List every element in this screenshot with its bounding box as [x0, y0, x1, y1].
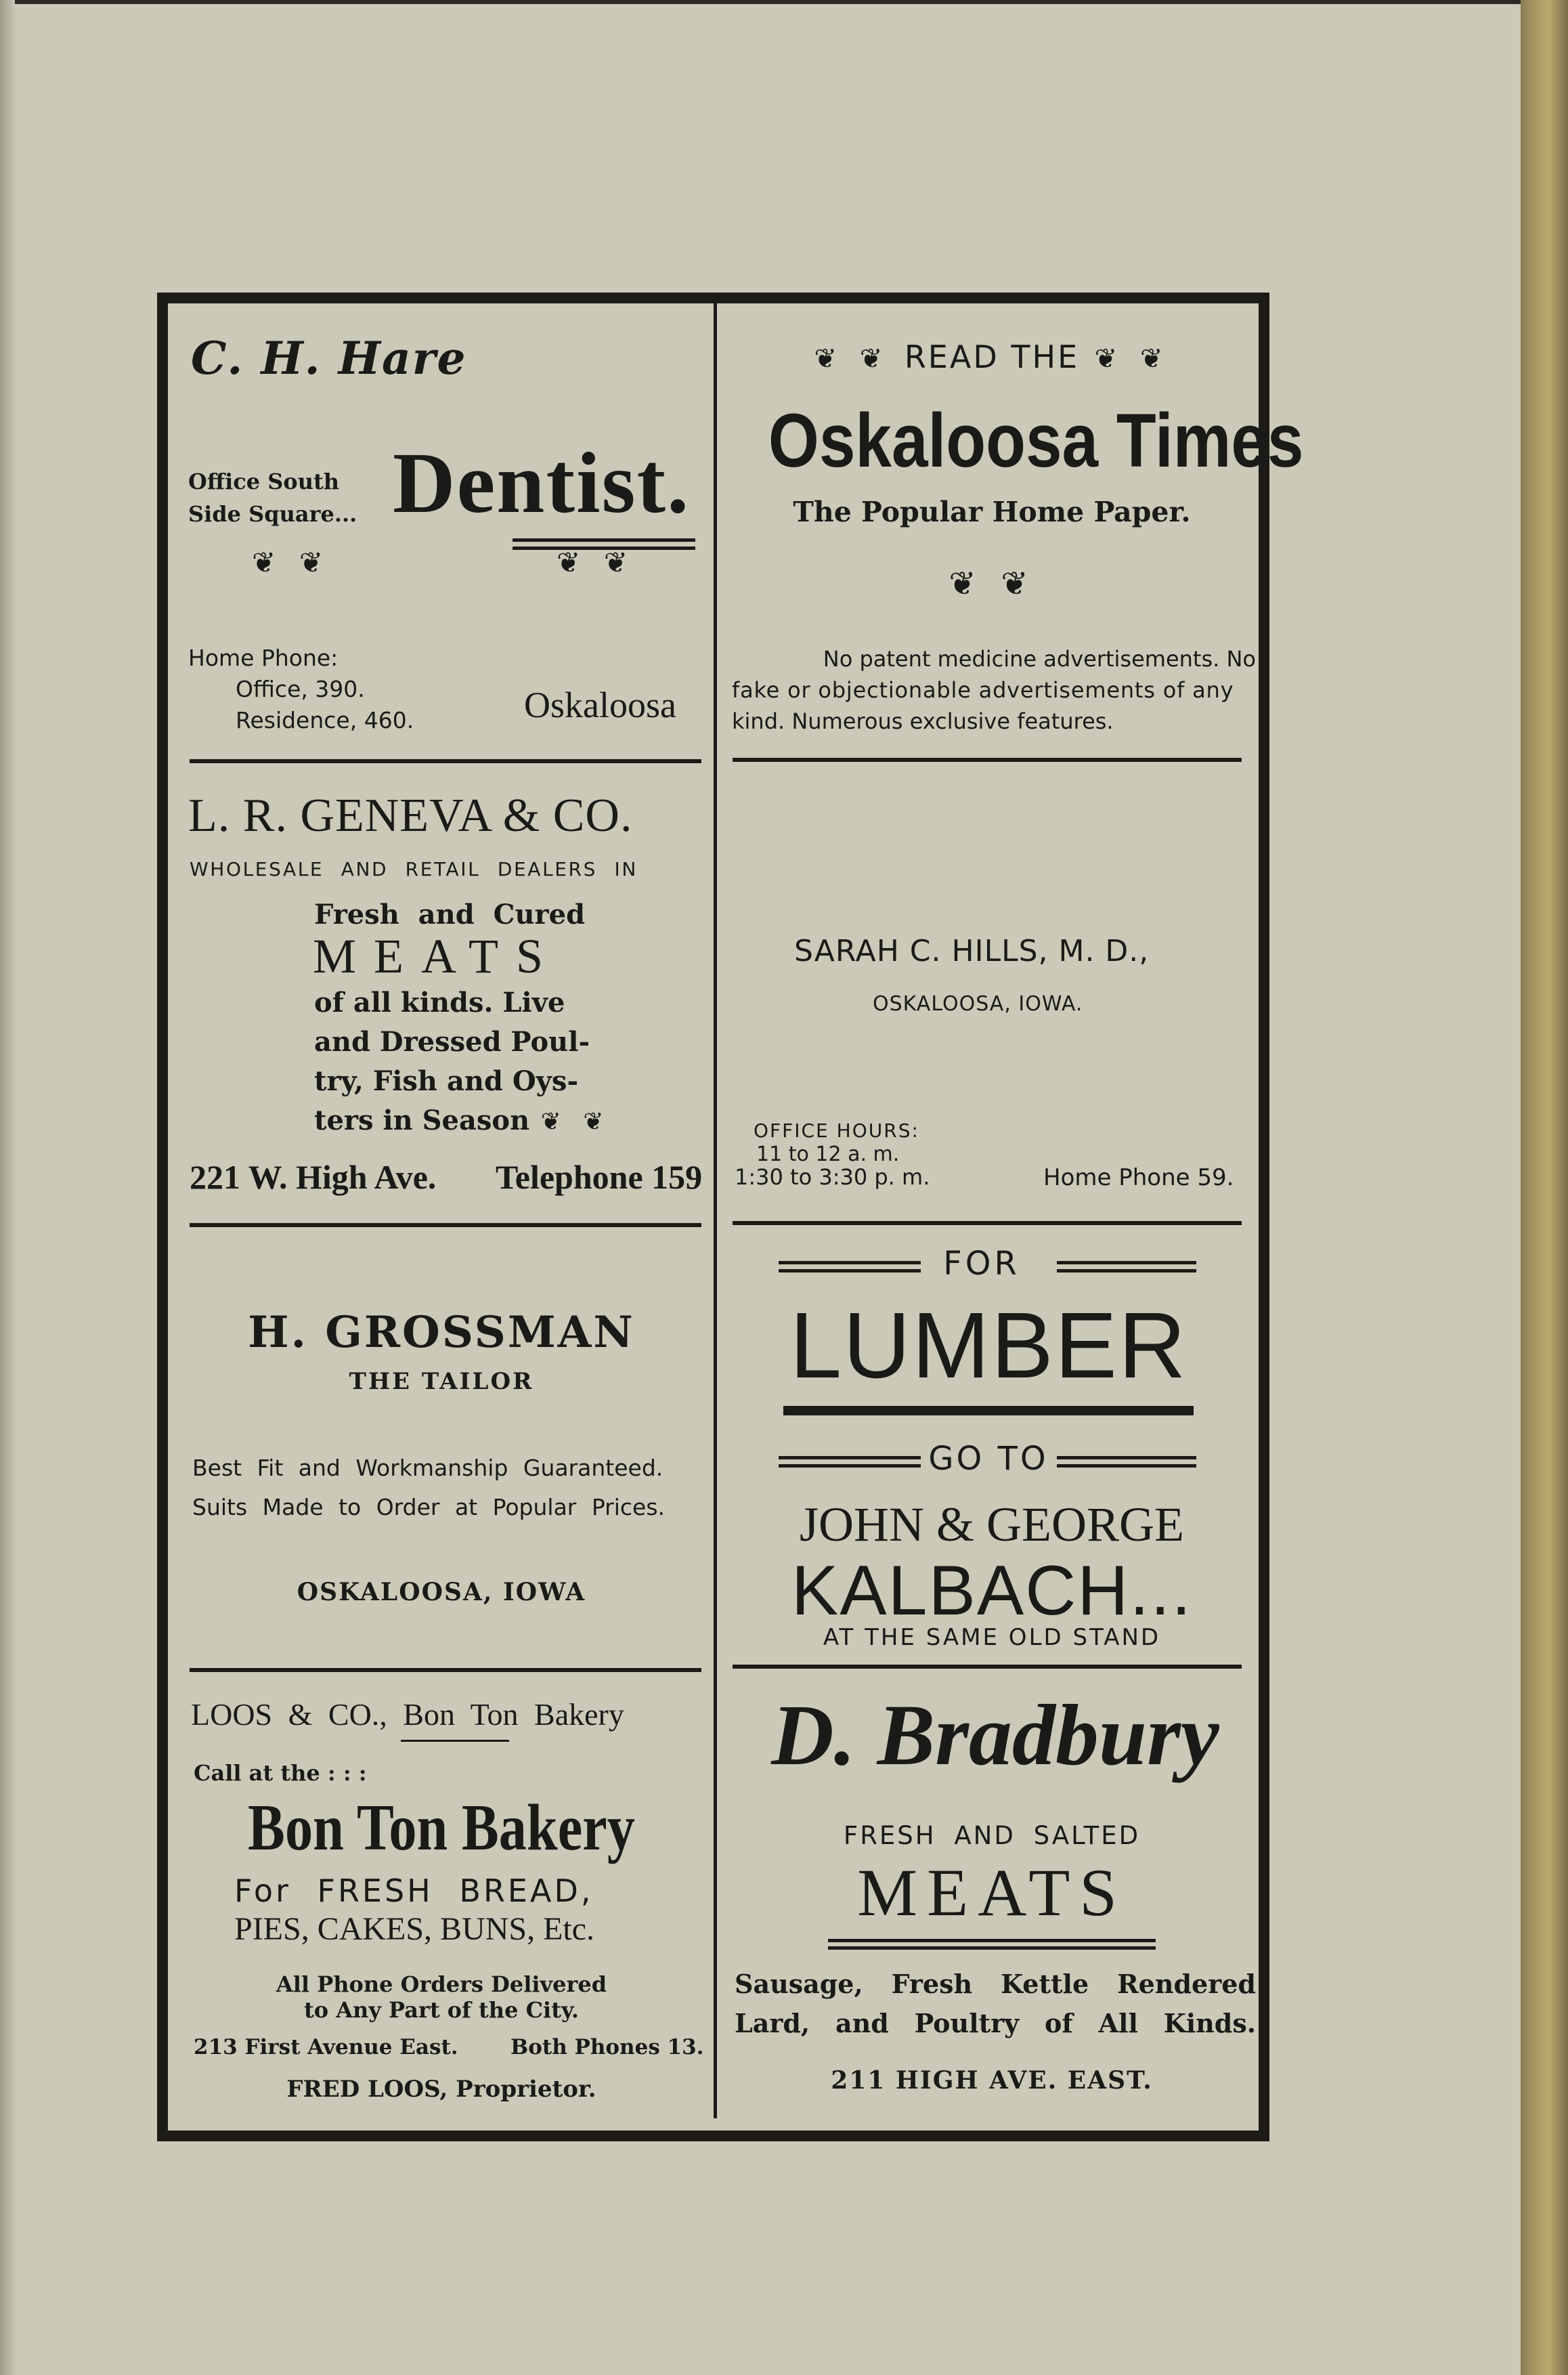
bradbury-meats: MEATS [857, 1855, 1127, 1930]
loos-proprietor: FRED LOOS, Proprietor. [286, 2076, 596, 2103]
times-desc-line3: kind. Numerous exclusive features. [732, 708, 1114, 734]
loos-address: 213 First Avenue East. [194, 2035, 458, 2059]
ad-hills [721, 769, 1263, 1222]
grossman-title: THE TAILOR [349, 1368, 534, 1395]
times-desc-line2: fake or objectionable advertisements of any [732, 677, 1234, 703]
geneva-meats: MEATS [313, 929, 561, 983]
times-ornament-post: ❦ ❦ [1094, 343, 1170, 375]
hare-city: Oskaloosa [524, 685, 676, 725]
loos-call: Call at the : : : [194, 1760, 367, 1786]
geneva-line4: try, Fish and Oys- [314, 1065, 579, 1097]
page-edge-left [0, 0, 15, 2375]
times-ornament-mid: ❦ ❦ [949, 565, 1035, 603]
geneva-address: 221 W. High Ave. [190, 1158, 437, 1196]
geneva-ornament: ❦ ❦ [540, 1108, 611, 1136]
times-ornament-pre: ❦ ❦ [814, 343, 890, 375]
hare-ornament-left: ❦ ❦ [252, 546, 330, 579]
hare-phone-residence: Residence, 460. [236, 707, 414, 733]
hare-office-line1: Office South [188, 469, 340, 494]
lumber-for: FOR [943, 1245, 1020, 1283]
lumber-for-rule-left-1 [779, 1261, 921, 1264]
bradbury-address: 211 HIGH AVE. EAST. [831, 2066, 1153, 2095]
hills-city: OSKALOOSA, IOWA. [873, 992, 1083, 1016]
loos-items: PIES, CAKES, BUNS, Etc. [234, 1911, 595, 1947]
geneva-bottom-rule [190, 1223, 701, 1227]
hare-bottom-rule [190, 759, 701, 763]
hare-phone-office: Office, 390. [236, 676, 365, 702]
lumber-surname: KALBACH... [791, 1552, 1193, 1630]
loos-orders2: to Any Part of the City. [303, 1997, 580, 2023]
lumber-goto-rule-right-1 [1057, 1456, 1196, 1459]
hare-profession-rule-1 [513, 538, 695, 542]
geneva-name: L. R. GENEVA & CO. [188, 790, 633, 842]
hills-bottom-rule [733, 1221, 1242, 1225]
hills-hours-pm: 1:30 to 3:30 p. m. [735, 1164, 930, 1190]
hare-profession: Dentist. [393, 435, 691, 531]
ad-geneva [177, 769, 705, 1222]
bradbury-tagline: FRESH AND SALTED [843, 1821, 1141, 1850]
geneva-line2: of all kinds. Live [314, 987, 565, 1019]
hare-office-line2: Side Square... [188, 501, 357, 527]
page-edge-right [1521, 0, 1568, 2375]
geneva-telephone: Telephone 159 [496, 1158, 703, 1196]
ad-kalbach-lumber [721, 1233, 1263, 1666]
loos-bakery: Bon Ton Bakery [248, 1791, 635, 1864]
geneva-line3: and Dressed Poul- [314, 1026, 590, 1058]
hills-hours-label: OFFICE HOURS: [754, 1119, 919, 1142]
lumber-go-to: GO TO [928, 1440, 1049, 1478]
hare-phone-label: Home Phone: [188, 645, 339, 671]
hare-name: C. H. Hare [191, 332, 467, 385]
lumber-for-rule-right-2 [1057, 1269, 1196, 1272]
geneva-line1: Fresh and Cured [314, 899, 586, 930]
loos-orders1: All Phone Orders Delivered [276, 1971, 607, 1997]
lumber-lumber: LUMBER [789, 1293, 1188, 1398]
lumber-goto-rule-right-2 [1057, 1464, 1196, 1468]
grossman-line1: Best Fit and Workmanship Guaranteed. [192, 1455, 663, 1481]
lumber-for-rule-right-1 [1057, 1261, 1196, 1264]
bradbury-meats-rule-2 [828, 1946, 1156, 1950]
column-divider [714, 303, 717, 2118]
bradbury-name: D. Bradbury [771, 1687, 1219, 1783]
hare-ornament-right: ❦ ❦ [557, 546, 635, 579]
ad-bradbury [721, 1676, 1263, 2123]
bradbury-line2: Lard, and Poultry of All Kinds. [735, 2008, 1256, 2038]
lumber-goto-rule-left-2 [779, 1464, 921, 1468]
times-pre-title: READ THE [904, 339, 1080, 375]
lumber-for-rule-left-2 [779, 1269, 921, 1272]
ad-grossman [177, 1233, 705, 1666]
grossman-line2: Suits Made to Order at Popular Prices. [192, 1494, 666, 1520]
times-desc-line1: No patent medicine advertisements. No [823, 646, 1256, 672]
grossman-name: H. GROSSMAN [248, 1307, 635, 1358]
ad-oskaloosa-times [721, 312, 1304, 758]
hills-hours-am: 11 to 12 a. m. [756, 1142, 900, 1166]
times-bottom-rule [733, 758, 1242, 762]
grossman-city: OSKALOOSA, IOWA [297, 1578, 586, 1606]
geneva-tagline: WHOLESALE AND RETAIL DEALERS IN [190, 858, 638, 880]
grossman-bottom-rule [190, 1668, 701, 1672]
loos-header: LOOS & CO., Bon Ton Bakery [191, 1697, 624, 1732]
hills-home-phone: Home Phone 59. [1043, 1164, 1234, 1191]
ad-bon-ton-bakery [177, 1676, 705, 2123]
times-subtitle: The Popular Home Paper. [793, 496, 1191, 528]
geneva-line5: ters in Season [314, 1105, 530, 1136]
page-edge-top [0, 0, 1568, 4]
lumber-bottom-rule [733, 1665, 1242, 1669]
lumber-goto-rule-left-1 [779, 1456, 921, 1459]
geneva-line5-row [314, 1105, 611, 1136]
bradbury-line1: Sausage, Fresh Kettle Rendered [735, 1969, 1256, 1999]
lumber-names: JOHN & GEORGE [800, 1497, 1184, 1552]
lumber-tagline: AT THE SAME OLD STAND [823, 1624, 1161, 1651]
ad-hare [177, 312, 705, 758]
hills-name: SARAH C. HILLS, M. D., [794, 934, 1150, 968]
loos-for-line: For FRESH BREAD, [234, 1873, 594, 1909]
lumber-thick-rule [783, 1406, 1194, 1415]
times-title: Oskaloosa Times [768, 398, 1304, 483]
loos-phones: Both Phones 13. [510, 2035, 704, 2059]
loos-header-underline [401, 1740, 509, 1742]
times-header [721, 339, 1263, 375]
bradbury-meats-rule-1 [828, 1939, 1156, 1942]
